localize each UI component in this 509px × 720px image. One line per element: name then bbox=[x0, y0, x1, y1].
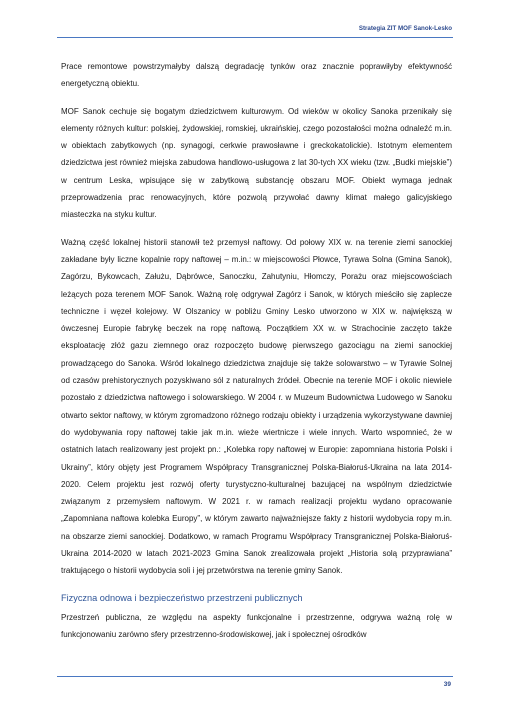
page-number: 39 bbox=[443, 681, 451, 688]
paragraph-public-space: Przestrzeń publiczna, ze względu na aspekty funkcjonalne i przestrzenne, odgrywa ważną rolę w funkcjonowaniu zarówno sfery przestrzenno-środowiskowej, jak i społecznej ośrodków bbox=[61, 612, 452, 639]
footer-divider bbox=[57, 676, 453, 677]
document-header-title: Strategia ZIT MOF Sanok-Lesko bbox=[358, 25, 452, 32]
section-heading: Fizyczna odnowa i bezpieczeństwo przestrzeni publicznych bbox=[61, 592, 303, 603]
page-content bbox=[61, 58, 452, 653]
paragraph-oil-industry: Ważną część lokalnej historii stanowił też przemysł naftowy. Od połowy XIX w. na terenie ziemi sanockiej zakładane były liczne kopalnie ropy naftowej – m.in.: w miejscowości Płowce, Tyrawa Solna (Gmina Sanok), Zagórzu, Bykowcach, Załużu, Dąbrówce, Sanoczku, Zahutyniu, Hłomczy, Porażu oraz miejscowościach leżących poza terenem MOF Sanok. Ważną rolę odgrywał Zagórz i Sanok, w których mieściło się zaplecze techniczne i węzeł kolejowy. W Olszanicy w pobliżu Gminy Lesko utworzono w XIX w. największą w ówczesnej Europie fabrykę beczek na ropę naftową. Początkiem XX w. w Strachocinie zaczęto także eksploatację złóż gazu ziemnego oraz rozpoczęto budowę pierwszego gazociągu na ziemi sanockiej prowadzącego do Sanoka. Wśród lokalnego dziedzictwa znajduje się także solowarstwo – w Tyrawie Solnej od czasów prehistorycznych pozyskiwano sól z naturalnych źródeł. Obecnie na terenie MOF i okolic niewiele pozostało z dziedzictwa naftowego i solowarskiego. W 2004 r. w Muzeum Budownictwa Ludowego w Sanoku otwarto sektor naftowy, w którym zgromadzono różnego rodzaju obiekty i urządzenia wykorzystywane dawniej do wydobywania ropy naftowej takie jak m.in. wieże wiertnicze i wiele innych. Warto wspomnieć, że w ostatnich latach realizowany jest projekt pn.: „Kolebka ropy naftowej w Europie: zapomniana historia Polski i Ukrainy”, który objęty jest Programem Współpracy Transgranicznej Polska-Białoruś-Ukraina na lata 2014-2020. Celem projektu jest rozwój oferty turystyczno-kulturalnej bazującej na wspólnym dziedzictwie związanym z przemysłem naftowym. W 2021 r. w ramach realizacji projektu wydano opracowanie „Zapomniana naftowa kolebka Europy”, w którym zawarto najważniejsze fakty z historii wydobycia ropy m.in. na obszarze ziemi sanockiej. Dodatkowo, w ramach Programu Współpracy Transgranicznej Polska-Białoruś-Ukraina 2014-2020 w latach 2021-2023 Gmina Sanok zrealizowała projekt „Historia solą przyprawiana” traktującego o historii wydobycia soli i jej przetwórstwa na terenie gminy Sanok. bbox=[61, 237, 452, 576]
paragraph-cultural-heritage: MOF Sanok cechuje się bogatym dziedzictwem kulturowym. Od wieków w okolicy Sanoka przenikały się elementy różnych kultur: polskiej, żydowskiej, romskiej, ukraińskiej, czego pozostałości można odnaleźć m.in. w obiektach zabytkowych (np. synagogi, cerkwie prawosławne i greckokatolickie). Istotnym elementem dziedzictwa jest również miejska zabudowa handlowo-usługowa z lat 30-tych XX wieku (tzw. „Budki miejskie”) w centrum Leska, wpisujące się w zabytkową substancję obszaru MOF. Obiekt wymaga jednak przeprowadzenia prac renowacyjnych, które pozwolą przywołać dawny klimat małego galicyjskiego miasteczka na styku kultur. bbox=[61, 106, 452, 220]
paragraph-renovation: Prace remontowe powstrzymałyby dalszą degradację tynków oraz znacznie poprawiłyby efektywność energetyczną obiektu. bbox=[61, 62, 452, 89]
header-divider bbox=[57, 37, 453, 38]
